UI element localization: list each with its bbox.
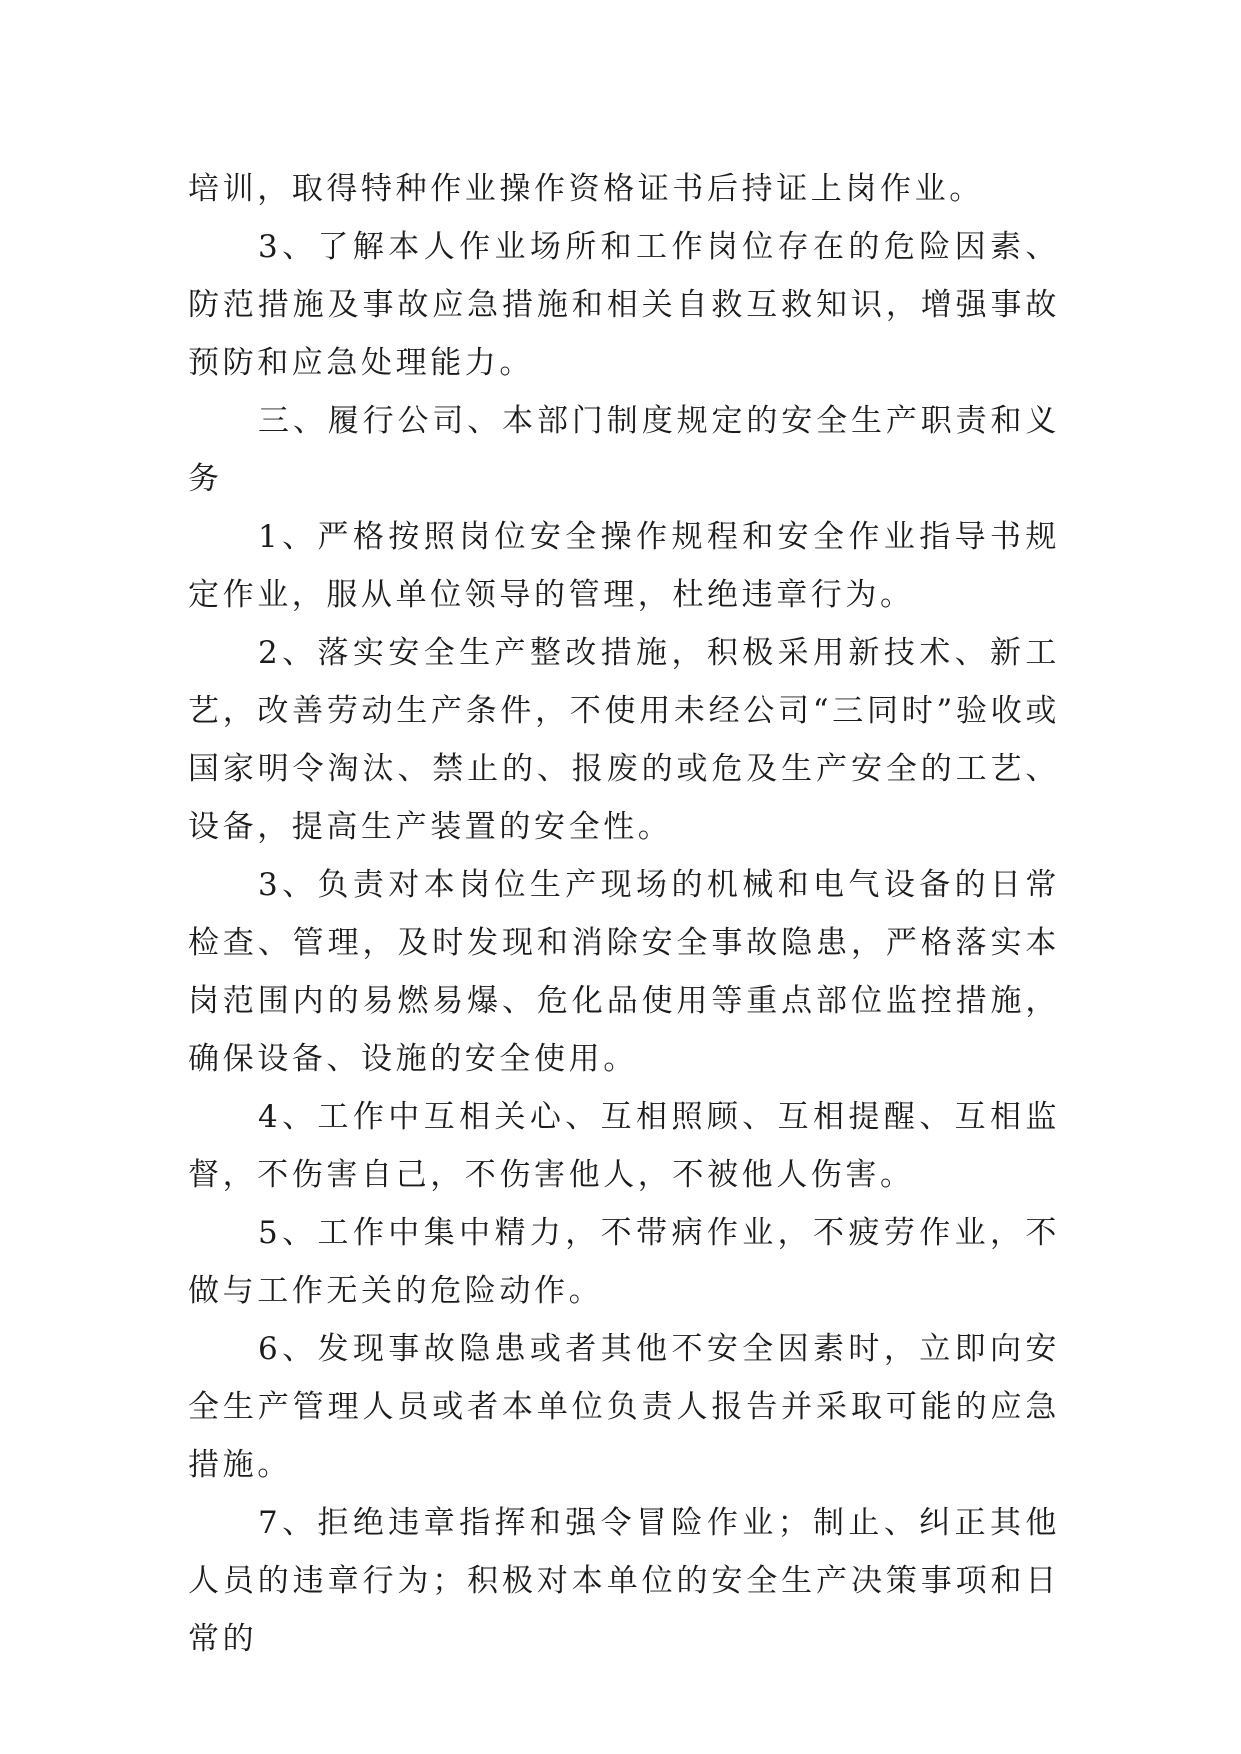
paragraph-item-4-mutual-care: 4、工作中互相关心、互相照顾、互相提醒、互相监督，不伤害自己，不伤害他人，不被他人伤害。 (188, 1099, 1060, 1193)
section-heading-3: 三、履行公司、本部门制度规定的安全生产职责和义务 (188, 403, 1060, 497)
paragraph-item-5-focus: 5、工作中集中精力，不带病作业，不疲劳作业，不做与工作无关的危险动作。 (188, 1215, 1060, 1309)
paragraph-item-1-rules: 1、严格按照岗位安全操作规程和安全作业指导书规定作业，服从单位领导的管理，杜绝违章行为。 (188, 519, 1060, 613)
paragraph-item-3-hazards: 3、了解本人作业场所和工作岗位存在的危险因素、防范措施及事故应急措施和相关自救互救知识，增强事故预防和应急处理能力。 (188, 229, 1060, 381)
paragraph-item-7-refusal: 7、拒绝违章指挥和强令冒险作业；制止、纠正其他人员的违章行为；积极对本单位的安全生产决策事项和日常的 (188, 1505, 1060, 1657)
paragraph-item-6-reporting: 6、发现事故隐患或者其他不安全因素时，立即向安全生产管理人员或者本单位负责人报告并采取可能的应急措施。 (188, 1331, 1060, 1483)
paragraph-item-2-rectification: 2、落实安全生产整改措施，积极采用新技术、新工艺，改善劳动生产条件，不使用未经公司“三同时”验收或国家明令淘汰、禁止的、报废的或危及生产安全的工艺、设备，提高生产装置的安全性。 (188, 635, 1060, 845)
paragraph-training-continuation: 培训，取得特种作业操作资格证书后持证上岗作业。 (188, 171, 984, 207)
paragraph-item-3-inspection: 3、负责对本岗位生产现场的机械和电气设备的日常检查、管理，及时发现和消除安全事故隐患，严格落实本岗范围内的易燃易爆、危化品使用等重点部位监控措施，确保设备、设施的安全使用。 (188, 867, 1060, 1077)
document-body (188, 160, 1060, 1668)
